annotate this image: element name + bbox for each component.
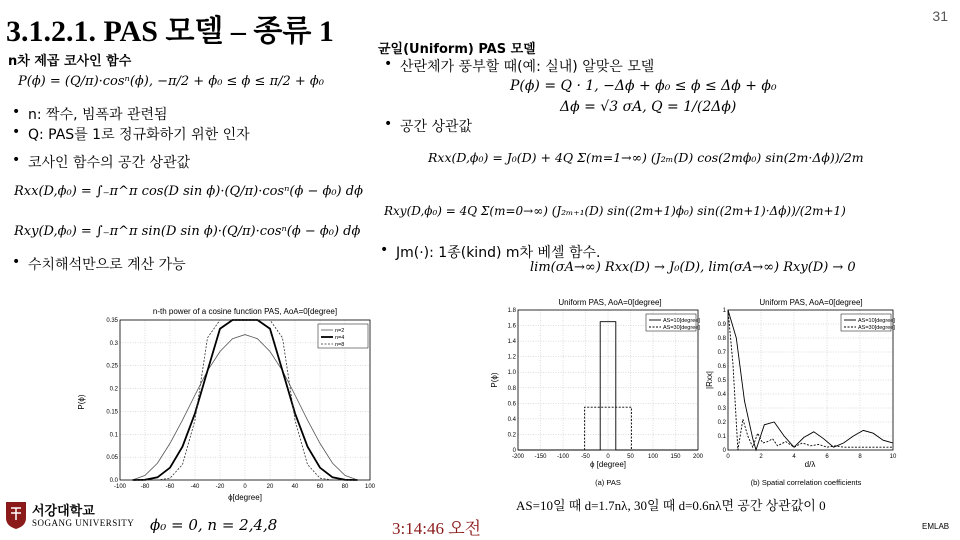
c2-y-tick-label: 0.2 xyxy=(507,432,516,439)
c2-x-tick-label: 200 xyxy=(692,454,704,460)
c2-x-tick-label: 0 xyxy=(606,454,610,460)
c1-x-tick-label: -40 xyxy=(190,484,200,490)
c3-y-tick-label: 0.5 xyxy=(717,378,726,384)
c3-y-tick-label: 0.4 xyxy=(717,392,726,398)
chart1-title: n-th power of a cosine function PAS, AoA=0[degree] xyxy=(152,307,338,316)
timestamp: 3:14:46 오전 xyxy=(392,519,482,538)
right-subtitle: 균일(Uniform) PAS 모델 xyxy=(378,42,536,57)
rxy-cosine-equation: Rxy(D,ϕ₀) = ∫₋π^π sin(D sin ϕ)·(Q/π)·cosⁿ(ϕ − ϕ₀) dϕ xyxy=(14,224,361,239)
c2-y-tick-label: 0 xyxy=(512,448,516,454)
c1-y-tick-label: 0.3 xyxy=(109,340,118,347)
c1-x-tick-label: 100 xyxy=(364,484,376,490)
chart3-ylabel: |Rxx| xyxy=(705,371,714,389)
c1-y-tick-label: 0.15 xyxy=(106,409,118,416)
c2-x-tick-label: 50 xyxy=(627,454,634,460)
c3-x-tick-label: 4 xyxy=(792,454,796,460)
c3-y-tick-label: 1 xyxy=(722,308,726,314)
c1-y-tick-label: 0.2 xyxy=(109,386,118,393)
c2-x-tick-label: -200 xyxy=(511,454,525,460)
chart2-legend xyxy=(646,314,700,331)
c2-x-tick-label: 150 xyxy=(670,454,681,460)
left-subtitle: n차 제곱 코사인 함수 xyxy=(8,54,132,69)
bullet-numerical: • 수치해석만으로 계산 가능 xyxy=(28,254,186,274)
uniform-pas-chart xyxy=(488,295,706,493)
c2-y-tick-label: 1.4 xyxy=(507,339,516,346)
c3-legend-label: AS=30[degree] xyxy=(858,325,895,331)
c1-y-tick-label: 0.35 xyxy=(106,318,118,324)
limits-equation: lim(σA→∞) Rxx(D) → J₀(D), lim(σA→∞) Rxy(D) → 0 xyxy=(530,260,856,275)
c2-x-tick-label: -100 xyxy=(556,454,570,460)
c3-y-tick-label: 0.8 xyxy=(717,336,726,342)
c2-x-tick-label: -50 xyxy=(581,454,590,460)
c1-y-tick-label: 0.25 xyxy=(106,363,118,370)
c1-x-tick-label: -60 xyxy=(165,484,175,490)
bullet-q: • Q: PAS를 1로 정규화하기 위한 인자 xyxy=(28,124,250,144)
chart3-xlabel: d/λ xyxy=(804,460,816,469)
rxx-cosine-equation: Rxx(D,ϕ₀) = ∫₋π^π cos(D sin ϕ)·(Q/π)·cosⁿ(ϕ − ϕ₀) dϕ xyxy=(14,184,363,199)
c1-x-tick-label: 20 xyxy=(266,484,274,490)
c2-y-tick-label: 1.8 xyxy=(507,308,516,314)
c3-y-tick-label: 0.3 xyxy=(717,406,726,412)
c2-y-tick-label: 1.0 xyxy=(507,370,516,377)
c1-x-tick-label: -100 xyxy=(113,484,127,490)
chart1-xlabel: ϕ[degree] xyxy=(228,493,262,502)
chart3-legend xyxy=(841,314,895,331)
c1-y-tick-label: 0.05 xyxy=(106,455,118,462)
c3-y-tick-label: 0.6 xyxy=(717,364,726,370)
chart1-ylabel: P(ϕ) xyxy=(77,394,86,410)
c2-y-tick-label: 1.2 xyxy=(507,354,516,361)
c1-x-tick-label: 60 xyxy=(316,484,324,490)
c2-y-tick-label: 0.4 xyxy=(507,416,516,423)
c1-y-tick-label: 0.1 xyxy=(109,432,118,439)
c3-legend-label: AS=10[degree] xyxy=(858,318,895,324)
chart2-y-ticks xyxy=(508,308,517,454)
chart3-y-ticks xyxy=(718,308,727,454)
chart2-caption: (a) PAS xyxy=(595,478,621,487)
c1-x-tick-label: -80 xyxy=(140,484,150,490)
c2-series-line-2 xyxy=(518,407,698,450)
c2-legend-label: AS=10[degree] xyxy=(663,318,700,324)
chart1-x-ticks xyxy=(114,484,376,490)
rxy-uniform-equation: Rxy(D,ϕ₀) = 4Q Σ(m=0→∞) (J₂ₘ₊₁(D) sin((2m+1)ϕ₀) sin((2m+1)·Δϕ))/(2m+1) xyxy=(384,204,846,218)
c2-y-tick-label: 0.8 xyxy=(507,385,516,392)
correlation-caption: AS=10일 때 d=1.7nλ, 30일 때 d=0.6nλ면 공간 상관값이 0 xyxy=(516,498,826,513)
c1-x-tick-label: 0 xyxy=(243,484,247,490)
c1-x-tick-label: 40 xyxy=(291,484,299,490)
bullet-bessel: • Jm(·): 1종(kind) m차 베셀 함수. xyxy=(396,242,600,262)
lab-logo: EMLAB xyxy=(922,522,950,531)
chart1-y-ticks xyxy=(106,318,118,484)
chart3-title: Uniform PAS, AoA=0[degree] xyxy=(759,298,863,307)
chart1-legend xyxy=(318,324,368,348)
uniform-pas-equation: P(ϕ) = Q · 1, −Δϕ + ϕ₀ ≤ ϕ ≤ Δϕ + ϕ₀ xyxy=(510,78,777,94)
chart2-xlabel: ϕ [degree] xyxy=(589,460,627,469)
delta-phi-equation: Δϕ = √3 σA, Q = 1/(2Δϕ) xyxy=(560,99,737,115)
cosine-pas-chart xyxy=(70,302,380,502)
spatial-correlation-chart xyxy=(706,295,896,493)
c2-x-tick-label: -150 xyxy=(534,454,547,460)
chart2-ylabel: P(ϕ) xyxy=(490,372,499,388)
cosine-pas-equation: P(ϕ) = (Q/π)·cosⁿ(ϕ), −π/2 + ϕ₀ ≤ ϕ ≤ π/2 + ϕ₀ xyxy=(18,74,325,89)
page-title: 3.1.2.1. PAS 모델 – 종류 1 xyxy=(6,15,334,48)
c3-y-tick-label: 0.9 xyxy=(717,322,726,328)
c1-x-tick-label: -20 xyxy=(215,484,225,490)
chart3-caption: (b) Spatial correlation coefficients xyxy=(750,478,862,487)
c3-y-tick-label: 0.2 xyxy=(717,420,726,426)
c1-legend-label: n=4 xyxy=(335,335,345,341)
bullet-correlation: • 코사인 함수의 공간 상관값 xyxy=(28,152,190,172)
bullet-spatial: • 공간 상관값 xyxy=(400,116,472,136)
c3-x-tick-label: 0 xyxy=(726,454,730,460)
c2-y-tick-label: 1.6 xyxy=(507,323,516,330)
c1-legend-label: n=8 xyxy=(335,342,345,348)
c1-x-tick-label: 80 xyxy=(341,484,349,490)
c3-y-tick-label: 0 xyxy=(722,448,726,454)
bullet-n: • n: 짝수, 빔폭과 관련됨 xyxy=(28,104,168,124)
c1-legend-label: n=2 xyxy=(335,328,345,334)
university-seal-icon xyxy=(4,500,28,530)
university-name-en: SOGANG UNIVERSITY xyxy=(32,518,135,528)
c1-y-tick-label: 0.0 xyxy=(109,478,118,484)
rxx-uniform-equation: Rxx(D,ϕ₀) = J₀(D) + 4Q Σ(m=1→∞) (J₂ₘ(D) cos(2mϕ₀) sin(2m·Δϕ))/2m xyxy=(428,150,864,165)
chart2-title: Uniform PAS, AoA=0[degree] xyxy=(558,298,662,307)
bottom-parameters: ϕ₀ = 0, n = 2,4,8 xyxy=(150,516,278,534)
c2-legend-label: AS=30[degree] xyxy=(663,325,700,331)
c3-x-tick-label: 2 xyxy=(759,454,763,460)
bullet-scatter: • 산란체가 풍부할 때(예: 실내) 알맞은 모델 xyxy=(400,56,654,76)
c3-x-tick-label: 10 xyxy=(889,454,897,460)
c2-x-tick-label: 100 xyxy=(647,454,659,460)
university-name: 서강대학교 xyxy=(32,504,95,519)
c2-y-tick-label: 0.6 xyxy=(507,401,516,408)
c3-x-tick-label: 6 xyxy=(825,454,829,460)
c3-y-tick-label: 0.1 xyxy=(717,434,726,440)
c3-y-tick-label: 0.7 xyxy=(717,350,726,356)
c3-x-tick-label: 8 xyxy=(858,454,862,460)
page-number: 31 xyxy=(932,8,948,24)
